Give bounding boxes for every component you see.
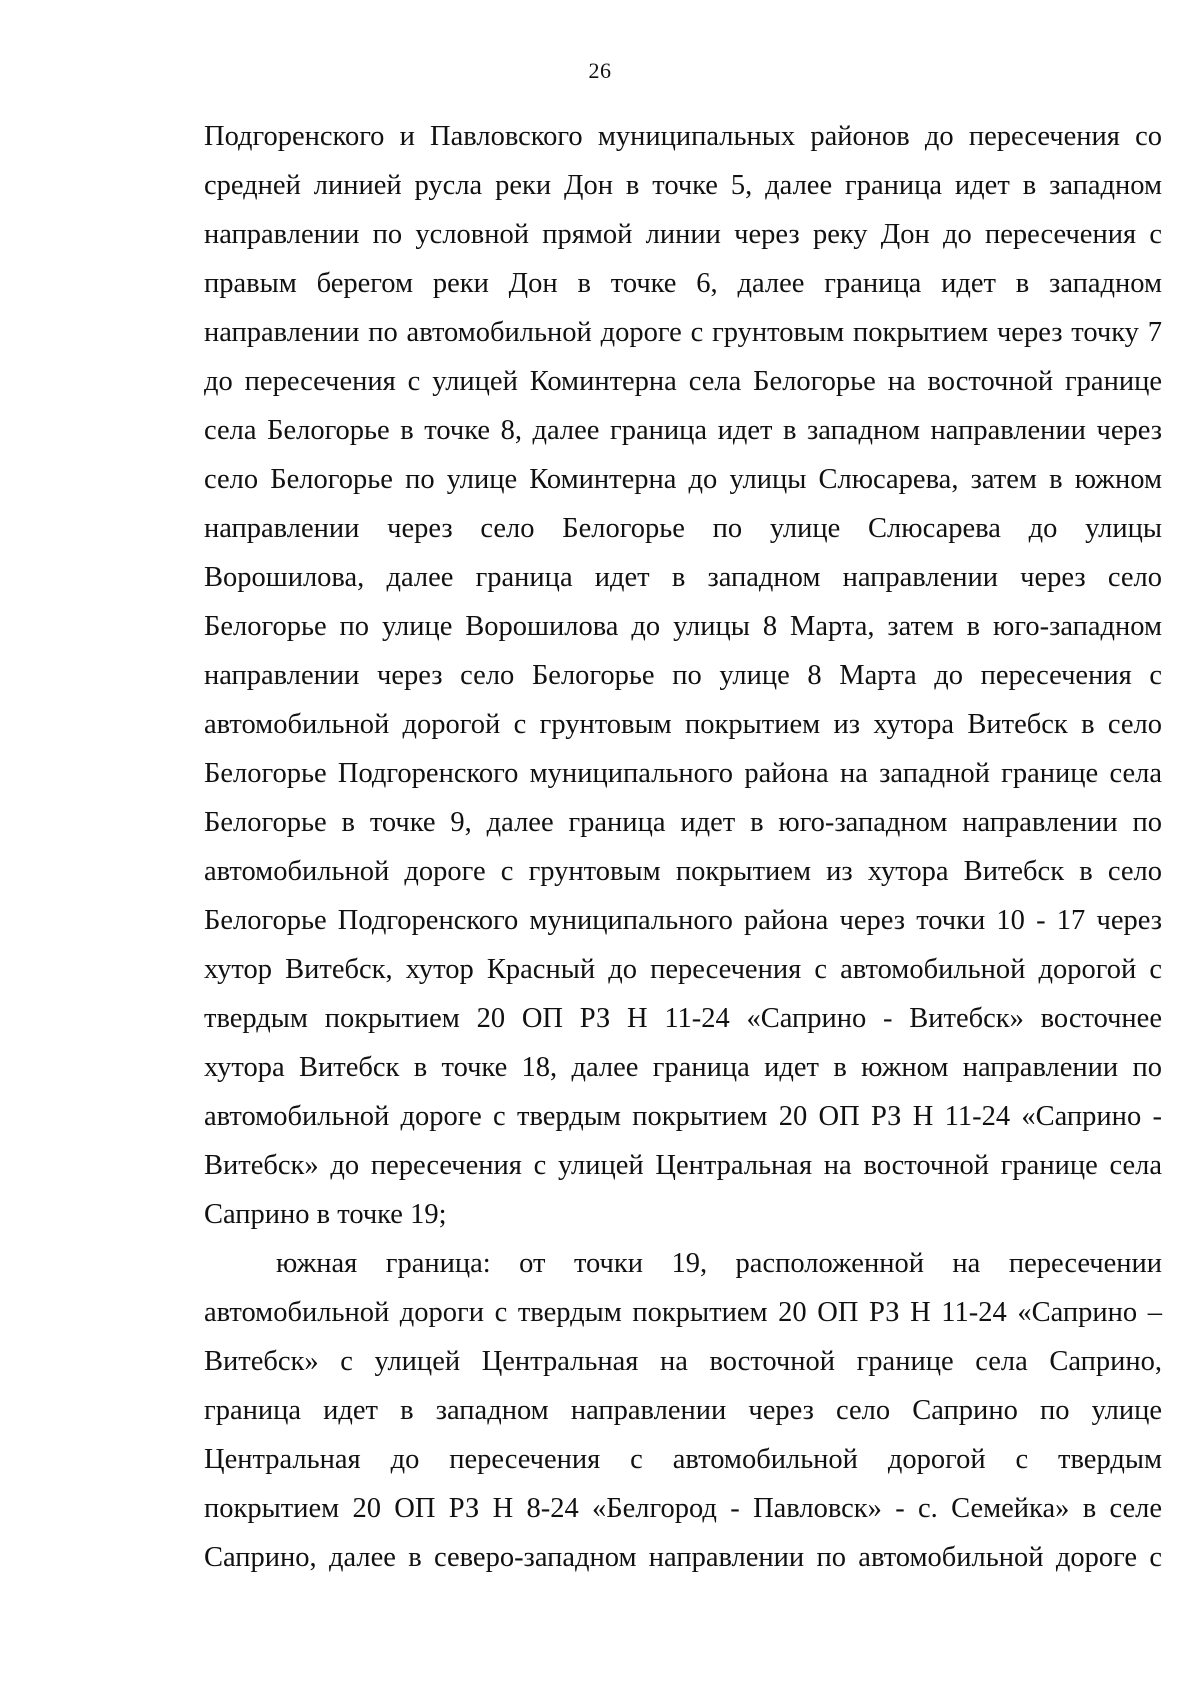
text-line: направлении через село Белогорье по улице 8 Марта до пересечения с <box>204 660 1162 691</box>
text-line: села Белогорье в точке 8, далее граница идет в западном направлении через <box>204 415 1162 446</box>
text-line: Белогорье Подгоренского муниципального района на западной границе села <box>204 758 1162 789</box>
text-line: до пересечения с улицей Коминтерна села Белогорье на восточной границе <box>204 366 1162 397</box>
text-line: Подгоренского и Павловского муниципальных районов до пересечения со <box>204 121 1162 152</box>
text-line: направлении по автомобильной дороге с грунтовым покрытием через точку 7 <box>204 317 1162 348</box>
paragraph <box>204 112 1162 1239</box>
text-line: Витебск» до пересечения с улицей Центральная на восточной границе села <box>204 1150 1162 1181</box>
text-line: Белогорье Подгоренского муниципального района через точки 10 - 17 через <box>204 905 1162 936</box>
text-line: покрытием 20 ОП РЗ Н 8-24 «Белгород - Павловск» - с. Семейка» в селе <box>204 1493 1162 1524</box>
text-line: граница идет в западном направлении через село Саприно по улице <box>204 1395 1162 1426</box>
text-line: твердым покрытием 20 ОП РЗ Н 11-24 «Саприно - Витебск» восточнее <box>204 1003 1162 1034</box>
text-line: хутора Витебск в точке 18, далее граница идет в южном направлении по <box>204 1052 1162 1083</box>
paragraph <box>204 1239 1162 1582</box>
text-line: Белогорье по улице Ворошилова до улицы 8 Марта, затем в юго-западном <box>204 611 1162 642</box>
text-line: направлении через село Белогорье по улице Слюсарева до улицы <box>204 513 1162 544</box>
text-line: хутор Витебск, хутор Красный до пересечения с автомобильной дорогой с <box>204 954 1162 985</box>
text-line: автомобильной дороге с твердым покрытием 20 ОП РЗ Н 11-24 «Саприно - <box>204 1101 1162 1132</box>
document-body <box>204 112 1162 1582</box>
text-line: Саприно в точке 19; <box>204 1199 447 1230</box>
text-line: село Белогорье по улице Коминтерна до улицы Слюсарева, затем в южном <box>204 464 1162 495</box>
text-line: Саприно, далее в северо-западном направлении по автомобильной дороге с <box>204 1542 1162 1573</box>
text-line: автомобильной дороге с грунтовым покрытием из хутора Витебск в село <box>204 856 1162 887</box>
text-line: Ворошилова, далее граница идет в западном направлении через село <box>204 562 1162 593</box>
text-line: автомобильной дороги с твердым покрытием 20 ОП РЗ Н 11-24 «Саприно – <box>204 1297 1162 1328</box>
text-line: средней линией русла реки Дон в точке 5, далее граница идет в западном <box>204 170 1162 201</box>
text-line: правым берегом реки Дон в точке 6, далее граница идет в западном <box>204 268 1162 299</box>
page-number: 26 <box>588 58 612 83</box>
text-line: Белогорье в точке 9, далее граница идет в юго-западном направлении по <box>204 807 1162 838</box>
text-line: Витебск» с улицей Центральная на восточной границе села Саприно, <box>204 1346 1162 1377</box>
text-line: Центральная до пересечения с автомобильной дорогой с твердым <box>204 1444 1162 1475</box>
text-line: автомобильной дорогой с грунтовым покрытием из хутора Витебск в село <box>204 709 1162 740</box>
text-line: южная граница: от точки 19, расположенной на пересечении <box>276 1248 1162 1279</box>
text-line: направлении по условной прямой линии через реку Дон до пересечения с <box>204 219 1162 250</box>
